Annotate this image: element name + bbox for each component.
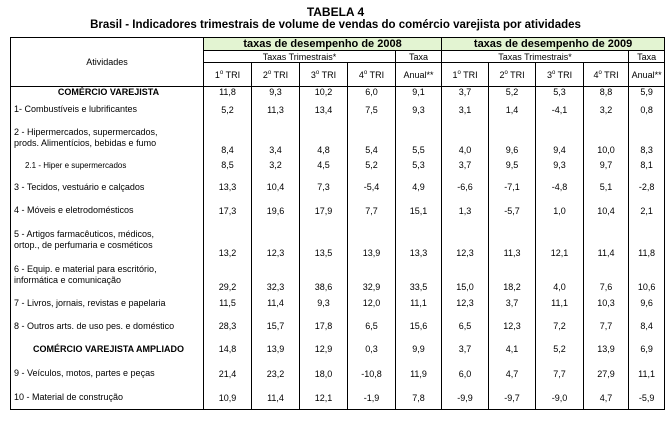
value-cell: 17,9 <box>300 199 348 223</box>
value-cell: 28,3 <box>204 315 252 338</box>
value-cell: 12,1 <box>300 387 348 410</box>
value-cell: 1,0 <box>536 199 584 223</box>
value-cell: 10,6 <box>629 258 665 292</box>
value-cell: 13,2 <box>204 223 252 258</box>
row-label-line: 6 - Equip. e material para escritório, <box>14 263 157 274</box>
value-cell: 8,4 <box>204 121 252 155</box>
table-row <box>11 155 665 176</box>
table-row <box>11 87 665 99</box>
trimestrais-header-2008: Taxas Trimestrais* <box>204 51 396 63</box>
value-cell: 4,0 <box>442 121 489 155</box>
row-label-line: 8 - Outros arts. de uso pes. e doméstico <box>14 320 175 331</box>
row-label-line: 9 - Veículos, motos, partes e peças <box>14 368 155 378</box>
value-cell: 9,6 <box>629 292 665 315</box>
value-cell: 11,5 <box>204 292 252 315</box>
value-cell: 0,8 <box>629 99 665 121</box>
table-row <box>11 199 665 223</box>
value-cell: 12,3 <box>252 223 300 258</box>
value-cell: 3,7 <box>442 338 489 361</box>
quarter-header-2008-4: 4$^o$ TRI <box>348 63 396 87</box>
value-cell: -4,8 <box>536 176 584 199</box>
value-cell: 6,5 <box>348 315 396 338</box>
activities-header: Atividades <box>11 38 204 87</box>
value-cell: 11,8 <box>629 223 665 258</box>
row-label-line: COMÉRCIO VAREJISTA <box>57 87 160 97</box>
row-label <box>11 155 204 176</box>
row-label-line: 10 - Material de construção <box>14 392 124 403</box>
row-label <box>11 176 204 199</box>
table-row <box>11 315 665 338</box>
value-cell: 4,0 <box>536 258 584 292</box>
group-2009-header: taxas de desempenho de 2009 <box>442 38 665 51</box>
row-label <box>11 361 204 387</box>
row-label-line: 7 - Livros, jornais, revistas e papelaria <box>14 297 166 308</box>
value-cell: 23,2 <box>252 361 300 387</box>
value-cell: 8,8 <box>584 87 629 99</box>
value-cell: 9,3 <box>536 155 584 176</box>
value-cell: 5,3 <box>536 87 584 99</box>
value-cell: 1,4 <box>489 99 536 121</box>
value-cell: 9,6 <box>489 121 536 155</box>
value-cell: 11,8 <box>204 87 252 99</box>
value-cell: 13,4 <box>300 99 348 121</box>
value-cell: -10,8 <box>348 361 396 387</box>
value-cell: 11,1 <box>536 292 584 315</box>
value-cell: 9,3 <box>300 292 348 315</box>
value-cell: 15,6 <box>396 315 442 338</box>
table-row <box>11 99 665 121</box>
table-row <box>11 121 665 155</box>
value-cell: 32,3 <box>252 258 300 292</box>
value-cell: 13,3 <box>396 223 442 258</box>
value-cell: 33,5 <box>396 258 442 292</box>
value-cell: 17,3 <box>204 199 252 223</box>
table-subtitle: Brasil - Indicadores trimestrais de volume de vendas do comércio varejista por atividades <box>90 19 581 31</box>
table-row <box>11 292 665 315</box>
table-title: TABELA 4 <box>306 5 365 19</box>
quarter-header-2009-4: 4$^o$ TRI <box>584 63 629 87</box>
row-label-line: 2.1 - Hiper e supermercados <box>25 160 127 170</box>
row-label-line: 1- Combustíveis e lubrificantes <box>14 104 138 114</box>
row-label-line: 2 - Hipermercados, supermercados, <box>14 126 158 137</box>
value-cell: 7,2 <box>536 315 584 338</box>
value-cell: 29,2 <box>204 258 252 292</box>
value-cell: 9,4 <box>536 121 584 155</box>
value-cell: 12,9 <box>300 338 348 361</box>
table-row <box>11 387 665 410</box>
value-cell: 4,5 <box>300 155 348 176</box>
value-cell: 10,2 <box>300 87 348 99</box>
value-cell: 11,1 <box>629 361 665 387</box>
group-2008-header: taxas de desempenho de 2008 <box>204 38 442 51</box>
value-cell: 12,3 <box>489 315 536 338</box>
value-cell: 19,6 <box>252 199 300 223</box>
value-cell: 3,1 <box>442 99 489 121</box>
value-cell: 12,1 <box>536 223 584 258</box>
value-cell: 13,3 <box>204 176 252 199</box>
value-cell: 8,3 <box>629 121 665 155</box>
value-cell: 13,9 <box>252 338 300 361</box>
value-cell: 0,3 <box>348 338 396 361</box>
value-cell: -1,9 <box>348 387 396 410</box>
value-cell: 13,5 <box>300 223 348 258</box>
value-cell: 17,8 <box>300 315 348 338</box>
table-row <box>11 338 665 361</box>
value-cell: 12,0 <box>348 292 396 315</box>
row-label-line: 5 - Artigos farmacêuticos, médicos, <box>14 229 155 239</box>
value-cell: -4,1 <box>536 99 584 121</box>
value-cell: 15,0 <box>442 258 489 292</box>
quarter-header-2009-2: 2$^o$ TRI <box>489 63 536 87</box>
value-cell: 18,2 <box>489 258 536 292</box>
row-label-line: ortop., de perfumaria e cosméticos <box>14 240 153 250</box>
row-label <box>11 292 204 315</box>
value-cell: 9,7 <box>584 155 629 176</box>
value-cell: 12,3 <box>442 292 489 315</box>
value-cell: 3,7 <box>489 292 536 315</box>
annual-header-2008: Anual** <box>396 63 442 87</box>
value-cell: 3,7 <box>442 87 489 99</box>
value-cell: 5,2 <box>536 338 584 361</box>
value-cell: 4,7 <box>489 361 536 387</box>
value-cell: 8,4 <box>629 315 665 338</box>
row-label-line: informática e comunicação <box>14 274 122 285</box>
value-cell: 5,9 <box>629 87 665 99</box>
value-cell: -5,7 <box>489 199 536 223</box>
value-cell: 6,9 <box>629 338 665 361</box>
value-cell: 11,3 <box>489 223 536 258</box>
value-cell: 5,3 <box>396 155 442 176</box>
value-cell: 6,5 <box>442 315 489 338</box>
value-cell: 4,7 <box>584 387 629 410</box>
value-cell: 12,3 <box>442 223 489 258</box>
value-cell: 11,4 <box>252 387 300 410</box>
row-label <box>11 387 204 410</box>
value-cell: 38,6 <box>300 258 348 292</box>
table-row <box>11 176 665 199</box>
value-cell: 5,1 <box>584 176 629 199</box>
value-cell: 11,3 <box>252 99 300 121</box>
value-cell: 5,2 <box>204 99 252 121</box>
data-table <box>10 37 665 410</box>
value-cell: 11,4 <box>252 292 300 315</box>
row-label <box>11 338 204 361</box>
value-cell: 8,5 <box>204 155 252 176</box>
table-row <box>11 258 665 292</box>
value-cell: 10,0 <box>584 121 629 155</box>
quarter-header-2008-2: 2$^o$ TRI <box>252 63 300 87</box>
value-cell: -6,6 <box>442 176 489 199</box>
trimestrais-header-2009: Taxas Trimestrais* <box>442 51 629 63</box>
value-cell: 5,4 <box>348 121 396 155</box>
value-cell: -9,7 <box>489 387 536 410</box>
row-label <box>11 121 204 155</box>
table-row <box>11 361 665 387</box>
value-cell: 9,3 <box>252 87 300 99</box>
value-cell: 7,5 <box>348 99 396 121</box>
value-cell: 14,8 <box>204 338 252 361</box>
row-label <box>11 87 204 99</box>
value-cell: 4,9 <box>396 176 442 199</box>
value-cell: 11,1 <box>396 292 442 315</box>
value-cell: 7,7 <box>584 315 629 338</box>
value-cell: 3,4 <box>252 121 300 155</box>
value-cell: 2,1 <box>629 199 665 223</box>
value-cell: 10,4 <box>584 199 629 223</box>
value-cell: 13,9 <box>348 223 396 258</box>
quarter-header-2008-1: 1$^o$ TRI <box>204 63 252 87</box>
value-cell: 7,6 <box>584 258 629 292</box>
row-label-line: 3 - Tecidos, vestuário e calçados <box>14 181 145 192</box>
value-cell: 4,1 <box>489 338 536 361</box>
row-label <box>11 223 204 258</box>
value-cell: 6,0 <box>348 87 396 99</box>
value-cell: 13,9 <box>584 338 629 361</box>
quarter-header-2008-3: 3$^o$ TRI <box>300 63 348 87</box>
value-cell: 3,2 <box>584 99 629 121</box>
row-label <box>11 99 204 121</box>
value-cell: 11,4 <box>584 223 629 258</box>
value-cell: 7,8 <box>396 387 442 410</box>
value-cell: 9,1 <box>396 87 442 99</box>
row-label-line: prods. Alimentícios, bebidas e fumo <box>14 137 157 148</box>
value-cell: 32,9 <box>348 258 396 292</box>
value-cell: 6,0 <box>442 361 489 387</box>
value-cell: -2,8 <box>629 176 665 199</box>
value-cell: 5,5 <box>396 121 442 155</box>
table-row <box>11 223 665 258</box>
value-cell: 10,9 <box>204 387 252 410</box>
quarter-header-2009-1: 1$^o$ TRI <box>442 63 489 87</box>
value-cell: 7,3 <box>300 176 348 199</box>
value-cell: 7,7 <box>348 199 396 223</box>
row-label <box>11 199 204 223</box>
value-cell: -7,1 <box>489 176 536 199</box>
value-cell: -9,9 <box>442 387 489 410</box>
row-label-line: 4 - Móveis e eletrodomésticos <box>14 205 134 215</box>
value-cell: 27,9 <box>584 361 629 387</box>
value-cell: 9,9 <box>396 338 442 361</box>
value-cell: -5,9 <box>629 387 665 410</box>
quarter-header-2009-3: 3$^o$ TRI <box>536 63 584 87</box>
row-label-line: COMÉRCIO VAREJISTA AMPLIADO <box>32 343 184 354</box>
value-cell: 10,4 <box>252 176 300 199</box>
row-label <box>11 258 204 292</box>
value-cell: 3,2 <box>252 155 300 176</box>
taxa-header-2008: Taxa <box>396 51 442 63</box>
value-cell: 15,1 <box>396 199 442 223</box>
value-cell: 5,2 <box>489 87 536 99</box>
value-cell: 10,3 <box>584 292 629 315</box>
value-cell: 9,5 <box>489 155 536 176</box>
value-cell: 18,0 <box>300 361 348 387</box>
value-cell: 21,4 <box>204 361 252 387</box>
annual-header-2009: Anual** <box>629 63 665 87</box>
value-cell: 7,7 <box>536 361 584 387</box>
value-cell: 1,3 <box>442 199 489 223</box>
value-cell: 4,8 <box>300 121 348 155</box>
value-cell: 3,7 <box>442 155 489 176</box>
row-label <box>11 315 204 338</box>
value-cell: -9,0 <box>536 387 584 410</box>
value-cell: 5,2 <box>348 155 396 176</box>
value-cell: 9,3 <box>396 99 442 121</box>
taxa-header-2009: Taxa <box>629 51 665 63</box>
value-cell: 15,7 <box>252 315 300 338</box>
value-cell: -5,4 <box>348 176 396 199</box>
value-cell: 8,1 <box>629 155 665 176</box>
value-cell: 11,9 <box>396 361 442 387</box>
